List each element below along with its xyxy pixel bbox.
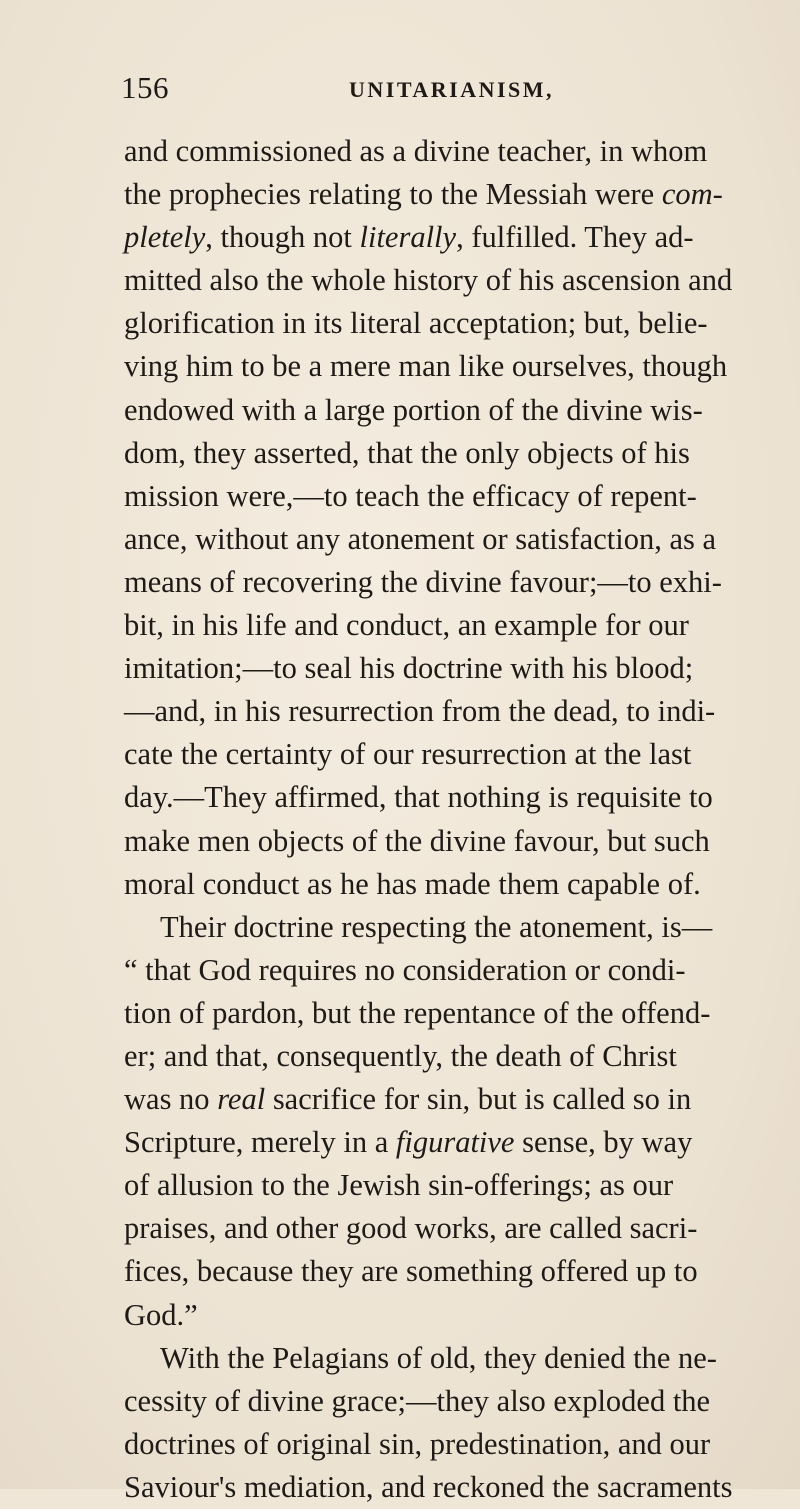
text-line: of allusion to the Jewish sin-offerings; as our [124, 1168, 674, 1203]
text-line: —and, in his resurrection from the dead, to indi- [124, 694, 716, 729]
text-line: ving him to be a mere man like ourselves, though [124, 349, 728, 384]
text-line: Scripture, merely in a figurative sense, by way [124, 1125, 693, 1160]
text-line: the prophecies relating to the Messiah were com- [124, 177, 723, 212]
text-line: bit, in his life and conduct, an example for our [124, 608, 689, 643]
body-text [124, 130, 800, 1509]
text-line: imitation;—to seal his doctrine with his blood; [124, 651, 694, 686]
text-line: fices, because they are something offered up to [124, 1254, 698, 1289]
text-line: means of recovering the divine favour;—to exhi- [124, 564, 722, 599]
text-line: Saviour's mediation, and reckoned the sacraments [124, 1469, 733, 1504]
text-line: pletely, though not literally, fulfilled. They ad- [124, 220, 694, 255]
running-head [121, 70, 681, 110]
text-line: doctrines of original sin, predestination, and our [124, 1426, 711, 1461]
text-line: ance, without any atonement or satisfaction, as a [124, 521, 717, 556]
italic-word: real [217, 1082, 266, 1117]
italic-word: pletely [124, 220, 206, 255]
text-line: make men objects of the divine favour, but such [124, 823, 710, 858]
running-title: UNITARIANISM, [349, 77, 555, 102]
paragraph-start-line: With the Pelagians of old, they denied the ne- [160, 1340, 717, 1375]
text-line: mission were,—to teach the efficacy of repent- [124, 478, 697, 513]
text-line: er; and that, consequently, the death of Christ [124, 1038, 677, 1073]
text-line: cessity of divine grace;—they also exploded the [124, 1383, 711, 1418]
text-line: moral conduct as he has made them capable of. [124, 866, 701, 901]
italic-word: literally [359, 220, 457, 255]
text-line: and commissioned as a divine teacher, in whom [124, 134, 708, 168]
italic-word: com- [661, 177, 723, 212]
text-line: tion of pardon, but the repentance of the offend- [124, 995, 711, 1030]
text-line: was no real sacrifice for sin, but is called so in [124, 1082, 692, 1117]
italic-word: figurative [395, 1125, 515, 1160]
text-line: day.—They affirmed, that nothing is requisite to [124, 780, 713, 815]
text-line: praises, and other good works, are called sacri- [124, 1211, 698, 1246]
text-line: “ that God requires no consideration or condi- [124, 952, 686, 987]
paragraph-start-line: Their doctrine respecting the atonement, is— [160, 909, 713, 944]
text-line: endowed with a large portion of the divine wis- [124, 392, 703, 427]
page-number: 156 [121, 70, 169, 105]
text-line: cate the certainty of our resurrection at the last [124, 737, 692, 772]
text-line: dom, they asserted, that the only objects of his [124, 435, 690, 470]
text-line: mitted also the whole history of his ascension and [124, 263, 733, 298]
text-line: God.” [124, 1297, 198, 1332]
text-line: glorification in its literal acceptation; but, belie- [124, 306, 708, 341]
